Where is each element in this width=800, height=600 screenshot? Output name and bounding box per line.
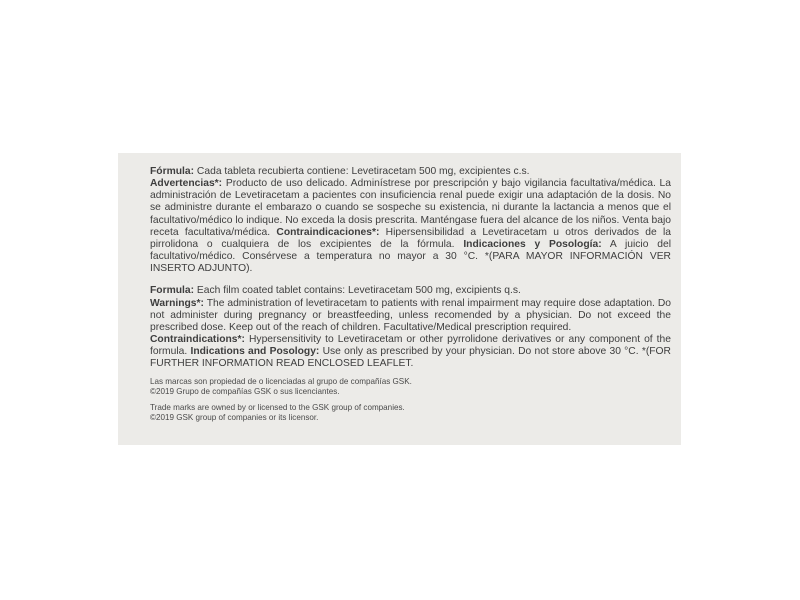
spanish-formula-text: Cada tableta recubierta contiene: Levetiracetam 500 mg, excipientes c.s.	[194, 166, 530, 177]
spanish-formula-line	[150, 166, 671, 178]
spanish-contraindications-label: Contraindicaciones*:	[276, 226, 380, 238]
english-trademark-line: Trade marks are owned by or licensed to the GSK group of companies.	[150, 403, 405, 413]
english-indications-text: Use only as prescribed by your physician. Do not store above 30 °C. *(FOR FURTHER INFORMATION READ ENCLOSED LEAFLET.	[150, 346, 671, 370]
english-formula-line	[150, 285, 671, 297]
spanish-indications-label: Indicaciones y Posología:	[463, 238, 602, 250]
spanish-trademark-notice	[150, 377, 671, 398]
spanish-warnings-label: Advertencias*:	[150, 178, 223, 190]
english-copyright-line: ©2019 GSK group of companies or its licensor.	[150, 413, 319, 423]
english-contraindications-text: Hypersensitivity to Levetiracetam or other pyrrolidone derivatives or any component of the formula.	[150, 334, 671, 358]
english-contraindications-paragraph	[150, 334, 671, 370]
spanish-trademark-line: Las marcas son propiedad de o licenciadas al grupo de compañías GSK.	[150, 376, 412, 386]
spanish-copyright-line: ©2019 Grupo de compañías GSK o sus licenciantes.	[150, 386, 340, 396]
english-formula-text: Each film coated tablet contains: Levetiracetam 500 mg, excipients q.s.	[194, 285, 521, 297]
english-formula-label: Formula:	[150, 285, 195, 297]
spanish-indications-text: A juicio del facultativo/médico. Consérvese a temperatura no mayor a 30 °C. *(PARA MAYOR INFORMACIÓN VER INSERTO ADJUNTO).	[150, 238, 671, 275]
english-contraindications-label: Contraindications*:	[150, 334, 245, 346]
english-warnings-label: Warnings*:	[150, 297, 204, 309]
english-text-block	[150, 285, 671, 370]
spanish-warnings-text: Producto de uso delicado. Adminístrese por prescripción y bajo vigilancia facultativa/médica. La administración de Levetiracetam a pacientes con insuficiencia renal puede exigir una adaptación de la dosis. No se administre durante el embarazo o cuando se sospeche su existencia, ni durante la lactancia a menos que el facultativo/médico lo indique. No exceda la dosis prescrita. Manténgase fuera del alcance de los niños. Venta bajo receta facultativa/médica.	[150, 178, 671, 238]
english-warnings-paragraph	[150, 298, 671, 334]
spanish-formula-label: Fórmula:	[150, 166, 195, 177]
spanish-contraindications-text: Hipersensibilidad a Levetiracetam u otros derivados de la pirrolidona o cualquiera de los excipientes de la fórmula.	[150, 226, 671, 250]
package-label-card	[118, 153, 681, 445]
english-indications-label: Indications and Posology:	[190, 346, 320, 358]
spanish-warnings-paragraph	[150, 178, 671, 275]
english-warnings-text: The administration of levetiracetam to patients with renal impairment may require dose adaptation. Do not administer during pregnancy or breastfeeding, unless recomended by a physician. Do not exceed the prescribed dose. Keep out of the reach of children. Facultative/Medical prescription required.	[150, 297, 671, 333]
spanish-text-block	[150, 166, 671, 275]
english-trademark-notice	[150, 403, 671, 424]
